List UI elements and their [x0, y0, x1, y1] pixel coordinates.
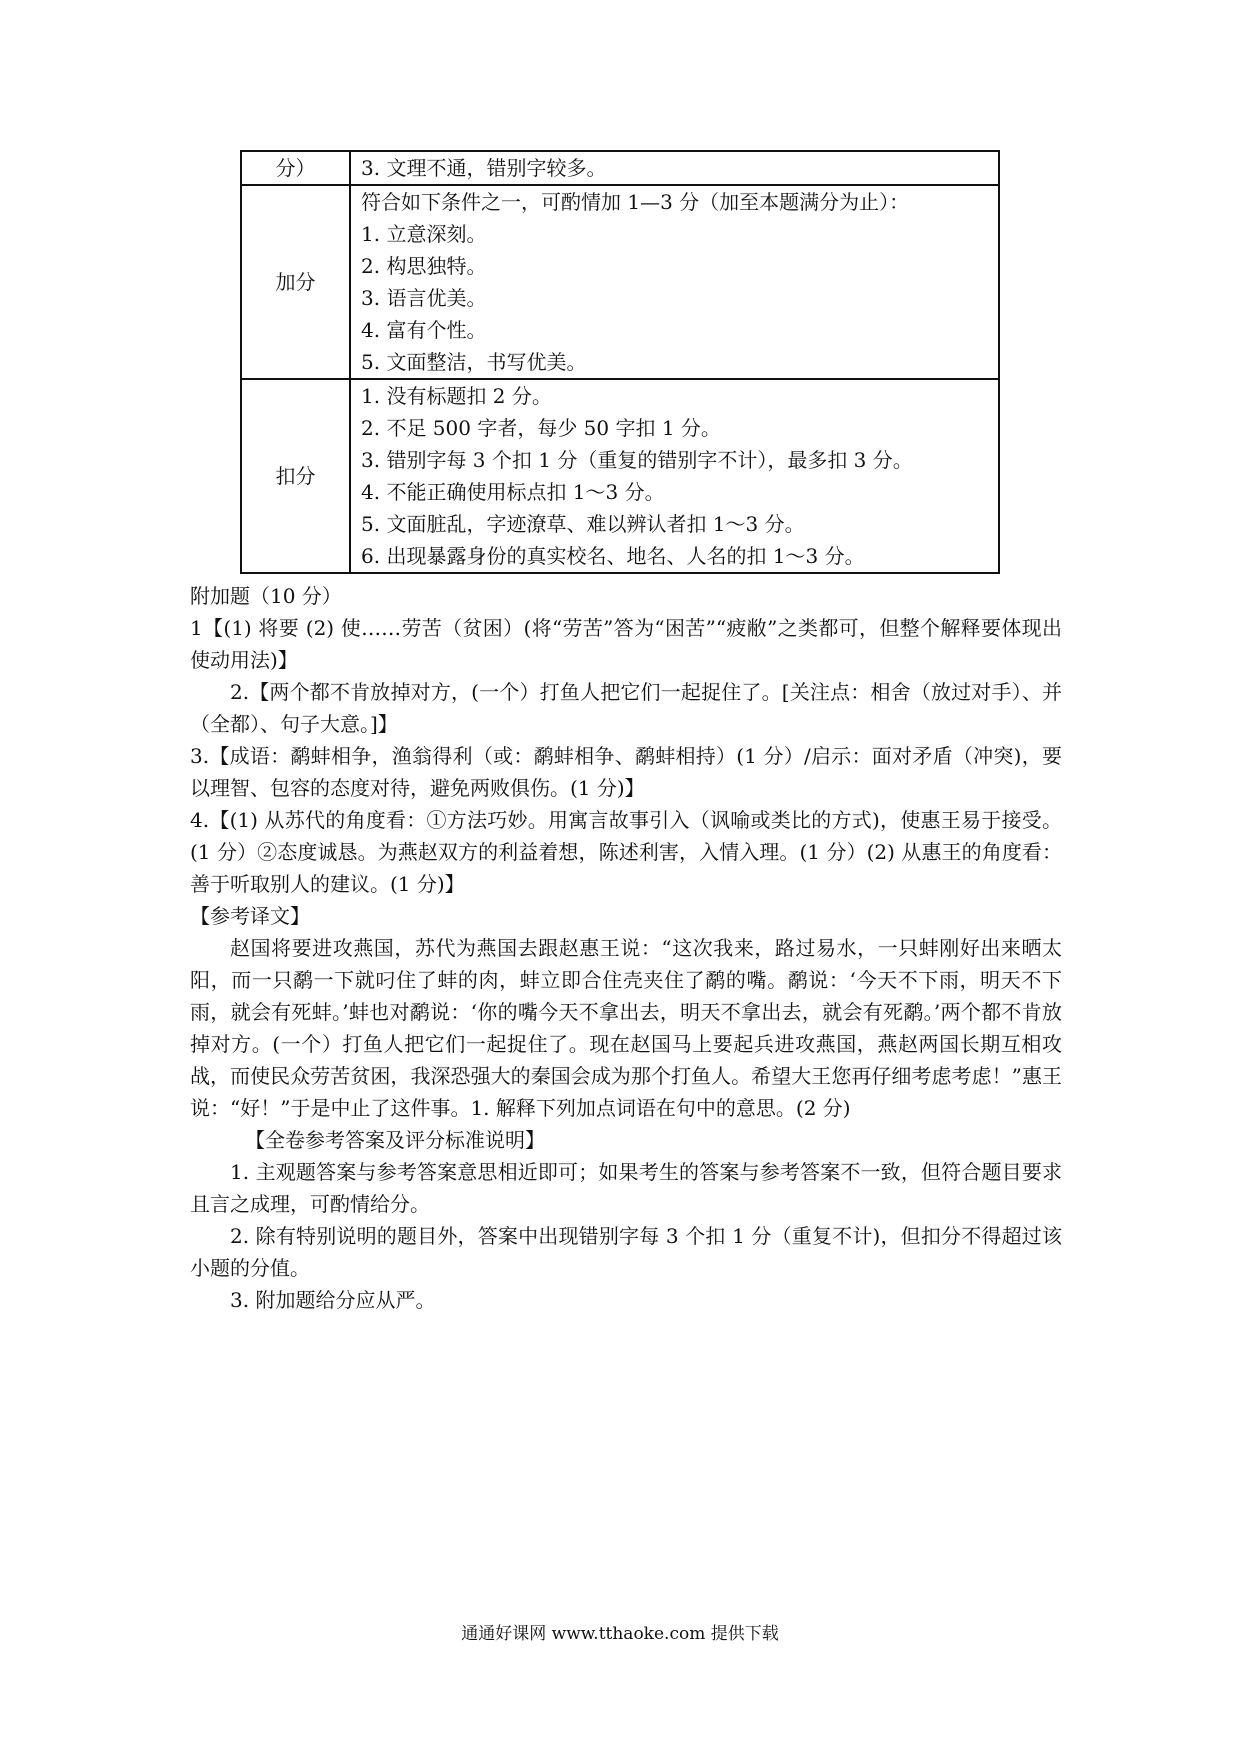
extra-answer-4: 4.【(1) 从苏代的角度看：①方法巧妙。用寓言故事引入（讽喻或类比的方式)，使惠王易于接受。(1 分）②态度诚恳。为燕赵双方的利益着想，陈述利害，入情入理。(1 分）(2) 从惠王的角度看：善于听取别人的建议。(1 分)】 [190, 808, 1062, 896]
rubric-item: 3. 语言优美。 [361, 286, 487, 310]
rubric-category-deduction: 扣分 [241, 379, 350, 573]
rubric-item: 5. 文面整洁，书写优美。 [361, 350, 587, 374]
rubric-item: 3. 错别字每 3 个扣 1 分（重复的错别字不计），最多扣 3 分。 [361, 448, 913, 472]
rubric-intro: 符合如下条件之一，可酌情加 1—3 分（加至本题满分为止）： [361, 190, 910, 214]
rubric-row-top [241, 151, 999, 185]
rubric-item: 6. 出现暴露身份的真实校名、地名、人名的扣 1～3 分。 [361, 544, 865, 568]
rubric-row-deduction [241, 379, 999, 573]
rubric-category-bonus: 加分 [241, 185, 350, 379]
scoring-notes-heading: 【全卷参考答案及评分标准说明】 [245, 1128, 545, 1152]
extra-answer-1: 1【(1) 将要 (2) 使……劳苦（贫困）(将“劳苦”答为“困苦”“疲敝”之类都可，但整个解释要体现出使动用法)】 [190, 616, 1062, 672]
extra-heading: 附加题（10 分） [190, 584, 342, 608]
rubric-item: 1. 没有标题扣 2 分。 [361, 384, 552, 408]
page-footer: 通通好课网 www.tthaoke.com 提供下载 [461, 1624, 779, 1644]
rubric-item: 4. 富有个性。 [361, 318, 487, 342]
rubric-item: 2. 不足 500 字者，每少 50 字扣 1 分。 [361, 416, 721, 440]
scoring-rubric-table [240, 150, 1000, 574]
rubric-item: 3. 文理不通，错别字较多。 [361, 156, 607, 180]
rubric-item: 4. 不能正确使用标点扣 1～3 分。 [361, 480, 665, 504]
rubric-category-cell: 分） [241, 151, 350, 185]
extra-answer-3: 3.【成语：鹬蚌相争，渔翁得利（或：鹬蚌相争、鹬蚌相持）(1 分）/启示：面对矛盾（冲突)，要以理智、包容的态度对待，避免两败俱伤。(1 分)】 [190, 744, 1062, 800]
scoring-note-3: 3. 附加题给分应从严。 [230, 1288, 436, 1312]
rubric-content-cell [350, 151, 999, 185]
rubric-item: 5. 文面脏乱，字迹潦草、难以辨认者扣 1～3 分。 [361, 512, 805, 536]
translation-text: 赵国将要进攻燕国，苏代为燕国去跟赵惠王说：“这次我来，路过易水，一只蚌刚好出来晒太阳，而一只鹬一下就叼住了蚌的肉，蚌立即合住壳夹住了鹬的嘴。鹬说：‘今天不下雨，明天不下雨，就会有死蚌。’蚌也对鹬说：‘你的嘴今天不拿出去，明天不拿出去，就会有死鹬。’两个都不肯放掉对方。(一个）打鱼人把它们一起捉住了。现在赵国马上要起兵进攻燕国，燕赵两国长期互相攻战，而使民众劳苦贫困，我深恐强大的秦国会成为那个打鱼人。希望大王您再仔细考虑考虑！”惠王说：“好！”于是中止了这件事。1. 解释下列加点词语在句中的意思。(2 分) [190, 936, 1062, 1120]
rubric-item: 2. 构思独特。 [361, 254, 487, 278]
rubric-content-cell [350, 185, 999, 379]
rubric-row-bonus [241, 185, 999, 379]
translation-heading: 【参考译文】 [190, 904, 310, 928]
rubric-item: 1. 立意深刻。 [361, 222, 487, 246]
scoring-note-1: 1. 主观题答案与参考答案意思相近即可；如果考生的答案与参考答案不一致，但符合题目要求且言之成理，可酌情给分。 [190, 1160, 1062, 1216]
extra-answer-2: 2.【两个都不肯放掉对方，(一个）打鱼人把它们一起捉住了。[关注点：相舍（放过对手）、并（全都）、句子大意。]】 [190, 680, 1062, 736]
answer-body [190, 580, 1062, 1316]
rubric-content-cell [350, 379, 999, 573]
scoring-note-2: 2. 除有特别说明的题目外，答案中出现错别字每 3 个扣 1 分（重复不计)，但扣分不得超过该小题的分值。 [190, 1224, 1062, 1280]
